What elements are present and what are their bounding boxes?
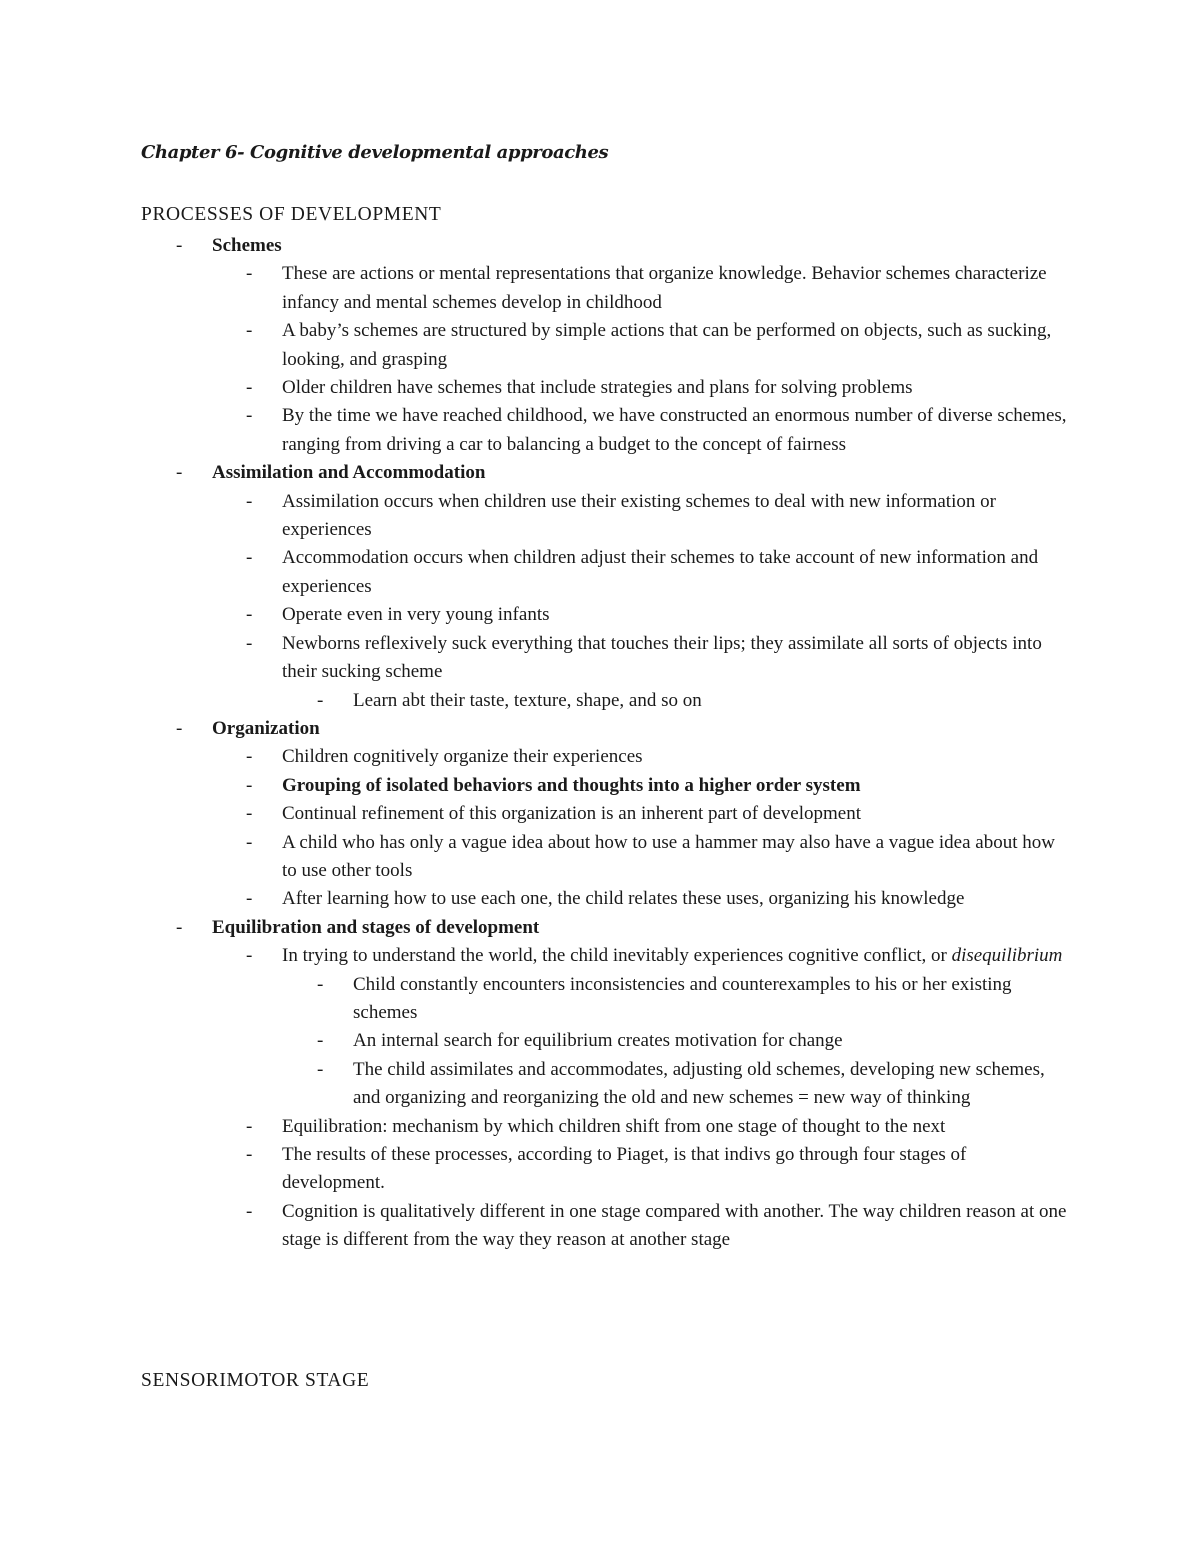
list-item	[0, 1141, 1072, 1198]
sub-list-item	[0, 971, 1073, 1028]
topic-schemes	[0, 232, 1200, 260]
list-item-text: Assimilation occurs when children use their existing schemes to deal with new information or experiences	[282, 490, 996, 541]
dash-bullet: -	[317, 1030, 324, 1052]
dash-bullet: -	[246, 945, 253, 967]
list-item-text: The results of these processes, according to Piaget, is that indivs go through four stages of development.	[282, 1144, 967, 1194]
topic-heading: Organization	[212, 717, 320, 739]
sub-list-item	[0, 1056, 1073, 1113]
list-item	[0, 260, 1072, 317]
topic-heading: Equilibration and stages of development	[212, 916, 540, 938]
dash-bullet: -	[246, 320, 253, 342]
list-item-text: By the time we have reached childhood, we have constructed an enormous number of diverse schemes, ranging from driving a car to balancing a budget to the concept of fairness	[282, 405, 1067, 455]
list-item-text: An internal search for equilibrium creates motivation for change	[353, 1030, 843, 1052]
topic-heading: Assimilation and Accommodation	[212, 462, 486, 484]
dash-bullet: -	[176, 916, 183, 938]
list-item-text: Accommodation occurs when children adjust their schemes to take account of new information and experiences	[282, 547, 1039, 597]
list-item	[0, 1113, 1072, 1141]
list-item	[0, 601, 1072, 629]
section-heading-processes: PROCESSES OF DEVELOPMENT	[141, 204, 442, 225]
list-item	[0, 772, 1072, 800]
list-item	[0, 402, 1072, 459]
topic-assimilation	[0, 459, 1200, 487]
list-item-text-bold: Grouping of isolated behaviors and thoughts into a higher order system	[282, 774, 861, 796]
list-item-text: The child assimilates and accommodates, adjusting old schemes, developing new schemes, and organizing and reorganizing the old and new schemes = new way of thinking	[353, 1058, 1045, 1109]
dash-bullet: -	[246, 1200, 253, 1222]
dash-bullet: -	[317, 1058, 324, 1080]
document-title: Chapter 6- Cognitive developmental approaches	[141, 142, 609, 163]
list-item-text: Operate even in very young infants	[282, 604, 550, 626]
list-item	[0, 544, 1072, 601]
list-item	[0, 488, 1072, 545]
list-item	[0, 1198, 1072, 1255]
dash-bullet: -	[246, 1144, 253, 1165]
sub-list-item	[0, 687, 1073, 715]
list-item-text: Children cognitively organize their experiences	[282, 746, 643, 768]
list-item	[0, 800, 1072, 828]
list-item-text: Continual refinement of this organization is an inherent part of development	[282, 803, 861, 825]
dash-bullet: -	[246, 632, 253, 654]
dash-bullet: -	[246, 746, 253, 768]
list-item-text: Newborns reflexively suck everything that touches their lips; they assimilate all sorts of objects into their sucking scheme	[282, 632, 1042, 683]
dash-bullet: -	[246, 888, 253, 910]
list-item-text: After learning how to use each one, the child relates these uses, organizing his knowledge	[282, 888, 965, 910]
dash-bullet: -	[246, 774, 253, 796]
list-item	[0, 630, 1072, 687]
italic-term: disequilibrium	[951, 945, 1063, 967]
dash-bullet: -	[246, 547, 253, 569]
dash-bullet: -	[246, 405, 253, 427]
list-item	[0, 885, 1072, 913]
dash-bullet: -	[246, 803, 253, 825]
list-item-text: Learn abt their taste, texture, shape, and so on	[353, 689, 702, 711]
dash-bullet: -	[246, 377, 253, 399]
list-item	[0, 374, 1072, 402]
list-item	[0, 829, 1072, 886]
dash-bullet: -	[176, 717, 183, 739]
topic-heading: Schemes	[212, 235, 282, 256]
notes-outline	[0, 232, 1200, 1255]
dash-bullet: -	[246, 263, 253, 285]
list-item	[0, 942, 1072, 970]
dash-bullet: -	[317, 689, 324, 711]
dash-bullet: -	[246, 604, 253, 626]
list-item-text: Older children have schemes that include strategies and plans for solving problems	[282, 377, 913, 399]
list-item-text: A baby’s schemes are structured by simple actions that can be performed on objects, such as sucking, looking, and grasping	[282, 320, 1052, 370]
dash-bullet: -	[317, 973, 324, 995]
section-heading-sensorimotor: SENSORIMOTOR STAGE	[141, 1370, 370, 1391]
dash-bullet: -	[246, 1115, 253, 1137]
sub-list-item	[0, 1027, 1073, 1055]
list-item	[0, 317, 1072, 374]
dash-bullet: -	[246, 490, 253, 512]
list-item-text: These are actions or mental representations that organize knowledge. Behavior schemes characterize infancy and mental schemes develop in childhood	[282, 263, 1047, 313]
list-item-text: Cognition is qualitatively different in one stage compared with another. The way children reason at one stage is different from the way they reason at another stage	[282, 1200, 1067, 1251]
topic-organization	[0, 715, 1200, 743]
dash-bullet: -	[246, 831, 253, 853]
dash-bullet: -	[176, 235, 183, 256]
list-item	[0, 743, 1072, 771]
topic-equilibration	[0, 914, 1200, 942]
list-item-text: Equilibration: mechanism by which children shift from one stage of thought to the next	[282, 1115, 946, 1137]
list-item-text: Child constantly encounters inconsistencies and counterexamples to his or her existing schemes	[353, 973, 1012, 1023]
dash-bullet: -	[176, 462, 183, 484]
list-item-text: In trying to understand the world, the child inevitably experiences cognitive conflict, or	[282, 945, 947, 967]
list-item-text: A child who has only a vague idea about how to use a hammer may also have a vague idea about how to use other tools	[282, 831, 1055, 881]
